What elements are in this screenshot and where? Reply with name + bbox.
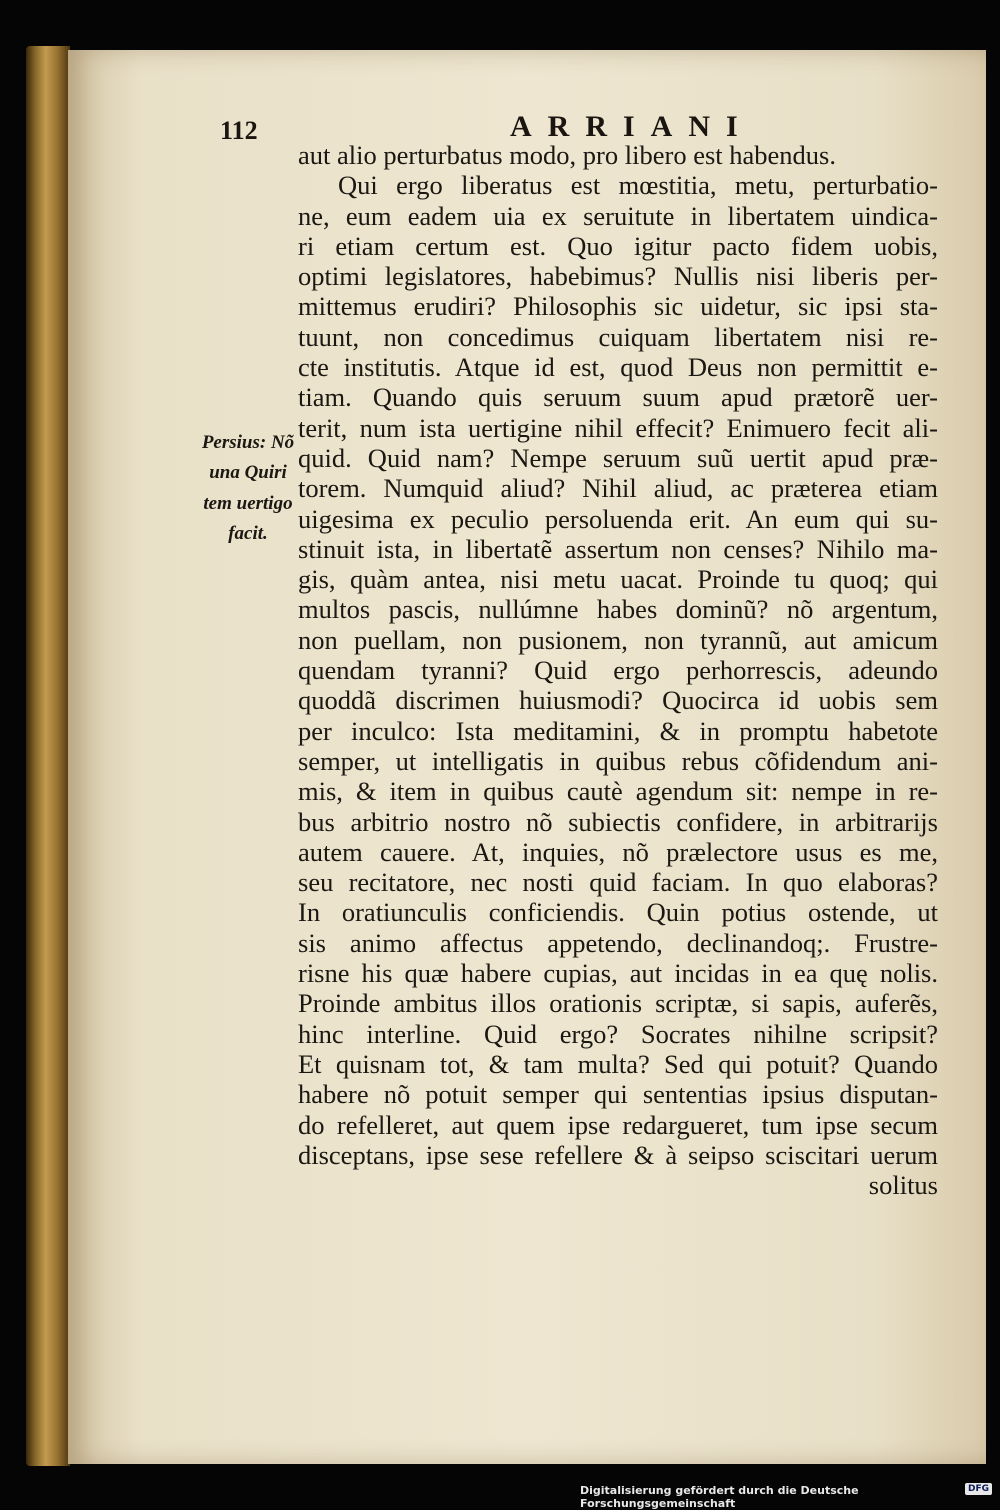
- text-line: non puellam, non pusionem, non tyrannũ, aut amicum: [298, 624, 938, 655]
- text-line: risne his quæ habere cupias, aut incidas in ea quę nolis.: [298, 958, 938, 989]
- text-line: do refelleret, aut quem ipse redargueret, tum ipse secum: [298, 1109, 938, 1140]
- running-head: ARRIANI: [510, 110, 754, 143]
- text-line: stinuit ista, in libertatẽ assertum non censes? Nihilo ma-: [298, 533, 938, 564]
- text-line: per inculco: Ista meditamini, & in promptu habetote: [298, 715, 938, 746]
- page-number: 112: [220, 116, 258, 145]
- margin-note-line: tem uertigo: [203, 492, 293, 514]
- text-line: habere nõ potuit semper qui sententias ipsius disputan-: [298, 1079, 938, 1110]
- text-line: sis animo affectus appetendo, declinandoq;. Frustre-: [298, 927, 938, 958]
- text-line: Proinde ambitus illos orationis scriptæ, si sapis, auferẽs,: [298, 988, 938, 1019]
- text-line: disceptans, ipse sese refellere & à seipso sciscitari uerum: [298, 1139, 938, 1170]
- text-line: ne, eum eadem uia ex seruitute in libertatem uindica-: [298, 200, 938, 231]
- margin-note-line: facit.: [228, 522, 268, 544]
- text-line: terit, num ista uertigine nihil effecit? Enimuero fecit ali-: [298, 412, 938, 443]
- text-line: Qui ergo liberatus est mœstitia, metu, perturbatio-: [338, 170, 938, 201]
- text-line: quoddã discrimen huiusmodi? Quocirca id uobis sem: [298, 685, 938, 716]
- text-line: multos pascis, nullúmne habes dominũ? nõ argentum,: [298, 594, 938, 625]
- margin-note: [198, 428, 298, 549]
- text-line: solitus: [868, 1170, 938, 1201]
- text-line: torem. Numquid aliud? Nihil aliud, ac præterea etiam: [298, 473, 938, 504]
- margin-note-line: una Quiri: [209, 462, 287, 484]
- text-line: seu recitatore, nec nosti quid faciam. In quo elaboras?: [298, 867, 938, 898]
- text-line: bus arbitrio nostro nõ subiectis confidere, in arbitrarijs: [298, 806, 938, 837]
- text-line: optimi legislatores, habebimus? Nullis nisi liberis per-: [298, 261, 938, 292]
- text-line: In oratiunculis conficiendis. Quin potius ostende, ut: [298, 897, 938, 928]
- body-text: [298, 140, 938, 1200]
- text-line: tiam. Quando quis seruum suum apud prætorẽ uer-: [298, 382, 938, 413]
- text-line: semper, ut intelligatis in quibus rebus cõfidendum ani-: [298, 745, 938, 776]
- margin-note-line: Persius: Nõ: [201, 432, 295, 453]
- text-line: autem cauere. At, inquies, nõ prælectore usus es me,: [298, 836, 938, 867]
- text-line: quid. Quid nam? Nempe seruum suũ uertit apud præ-: [298, 442, 938, 473]
- book-spine-edge: [26, 46, 70, 1466]
- text-line: gis, quàm antea, nisi metu uacat. Proinde tu quoq; qui: [298, 564, 938, 595]
- text-line: tuunt, non concedimus cuiquam libertatem nisi re-: [298, 321, 938, 352]
- text-line: quendam tyranni? Quid ergo perhorrescis, adeundo: [298, 655, 938, 686]
- text-line: mittemus erudiri? Philosophis sic uidetur, sic ipsi sta-: [298, 291, 938, 322]
- text-line: aut alio perturbatus modo, pro libero est habendus.: [298, 140, 836, 170]
- digitization-credit: Digitalisierung gefördert durch die Deutsche Forschungsgemeinschaft: [580, 1484, 859, 1510]
- text-line: cte institutis. Atque id est, quod Deus non permittit e-: [298, 352, 938, 383]
- text-line: Et quisnam tot, & tam multa? Sed qui potuit? Quando: [298, 1048, 938, 1079]
- text-line: ri etiam certum est. Quo igitur pacto fidem uobis,: [298, 230, 938, 261]
- text-line: mis, & item in quibus cautè agendum sit: nempe in re-: [298, 776, 938, 807]
- dfg-logo: DFG: [965, 1483, 992, 1495]
- text-line: hinc interline. Quid ergo? Socrates nihilne scripsit?: [298, 1018, 938, 1049]
- text-line: uigesima ex peculio persoluenda erit. An eum qui su-: [298, 503, 938, 534]
